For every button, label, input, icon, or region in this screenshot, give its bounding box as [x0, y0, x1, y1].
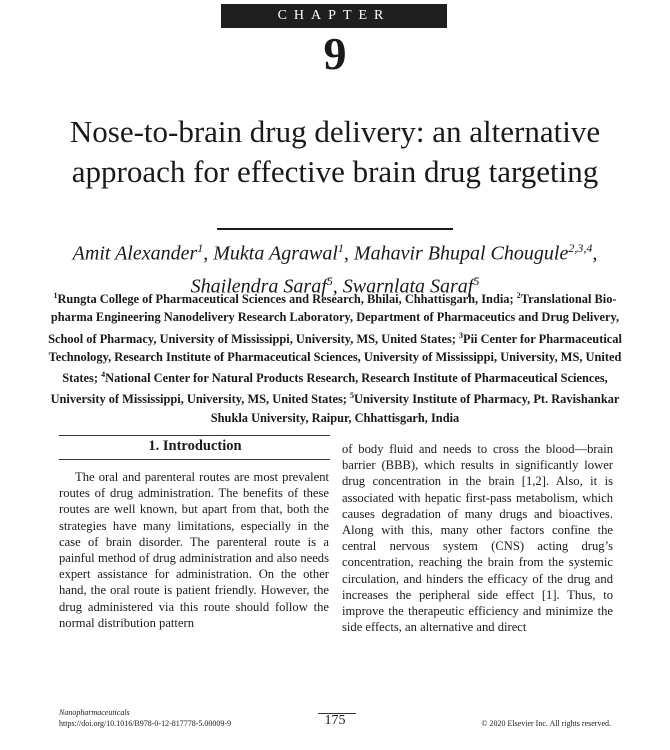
chapter-number: 9	[323, 28, 347, 79]
affiliation-mark: 1	[53, 291, 58, 300]
body-column-right: of body fluid and needs to cross the blood—brain barrier (BBB), which results in significantly lower drug concentration in the brain [1,2]. Also, it is associated with hepatic first-pass metabolism, which causes degradation of many drugs and bioactives. Along with this, many other factors confine the central nervous system (CNS) acting drug’s concentration, reaching the brain from the systemic circulation, and hinders the efficacy of the drug and increases the peripheral side effect [1]. Thus, to improve the therapeutic efficiency and minimize the side effects, an alternative and direct	[342, 442, 613, 635]
author-affiliation-mark: 1	[337, 241, 344, 255]
author-name: Swarnlata Saraf	[342, 275, 474, 298]
author-name: Shailendra Saraf	[190, 275, 327, 298]
copyright-notice: © 2020 Elsevier Inc. All rights reserved.	[481, 719, 611, 728]
affiliation-text: University Institute of Pharmacy, Pt. Ravishankar Shukla University, Raipur, Chhattisgarh, India	[210, 392, 620, 425]
author-affiliation-mark: 5	[326, 273, 333, 288]
affiliation-text: National Center for Natural Products Research, Research Institute of Pharmaceutical Sciences, University of Mississippi, University, MS, United States;	[50, 371, 608, 407]
author-name: Mukta Agrawal	[213, 242, 338, 265]
affiliation-text: Rungta College of Pharmaceutical Sciences and Research, Bhilai, Chhattisgarh, India;	[57, 292, 514, 307]
author-affiliation-mark: 2,3,4	[568, 241, 593, 255]
affiliation-mark: 5	[350, 391, 355, 401]
author-affiliation-mark: 5	[473, 273, 480, 288]
affiliation-text: Translational Bio-pharma Engineering Nanodelivery Research Laboratory, Department of Pharmaceutics and Drug Delivery, School of Pharmacy, University of Mississippi, University, MS, United States;	[48, 292, 620, 346]
author-name: Mahavir Bhupal Chougule	[353, 242, 569, 265]
affiliation-text: Pii Center for Pharmaceutical Technology, Research Institute of Pharmaceutical Sciences, University of Mississippi, University, MS, United States;	[48, 331, 622, 386]
page-number: 175	[324, 713, 346, 728]
section-rule-bottom	[59, 459, 330, 460]
section-heading: 1. Introduction	[148, 438, 242, 454]
affiliation-mark: 3	[459, 330, 464, 340]
body-column-left: The oral and parenteral routes are most prevalent routes of drug administration. The benefits of these routes are well known, but apart from that, both the strategies have many limitations, especially in the case of brain disorder. The parenteral route is a painful method of drug administration and also needs expert assistance for administration. On the other hand, the oral route is patient friendly. However, the drug administered via this route should follow the normal distribution pattern	[59, 470, 329, 630]
chapter-label: CHAPTER	[221, 4, 447, 28]
author-affiliation-mark: 1	[197, 241, 204, 255]
footer-journal: Nanopharmaceuticals	[59, 708, 130, 717]
section-rule-top	[59, 435, 330, 436]
affiliation-mark: 4	[101, 370, 106, 380]
chapter-title: Nose-to-brain drug delivery: an alternative approach for effective brain drug targeting	[69, 114, 601, 189]
affiliation-mark: 2	[516, 291, 521, 300]
footer-doi-link[interactable]: https://doi.org/10.1016/B978-0-12-817778-5.00009-9	[59, 719, 232, 728]
title-divider	[217, 228, 453, 230]
affiliation-list	[48, 287, 622, 427]
author-name: Amit Alexander	[72, 242, 198, 265]
author-list: Amit Alexander$^1$, Mukta Agrawal$^1$, Mahavir Bhupal Chougule$^{2,3,4}$, Shailendra Saraf$^5$, Swarnlata Saraf$^5$	[72, 241, 598, 298]
